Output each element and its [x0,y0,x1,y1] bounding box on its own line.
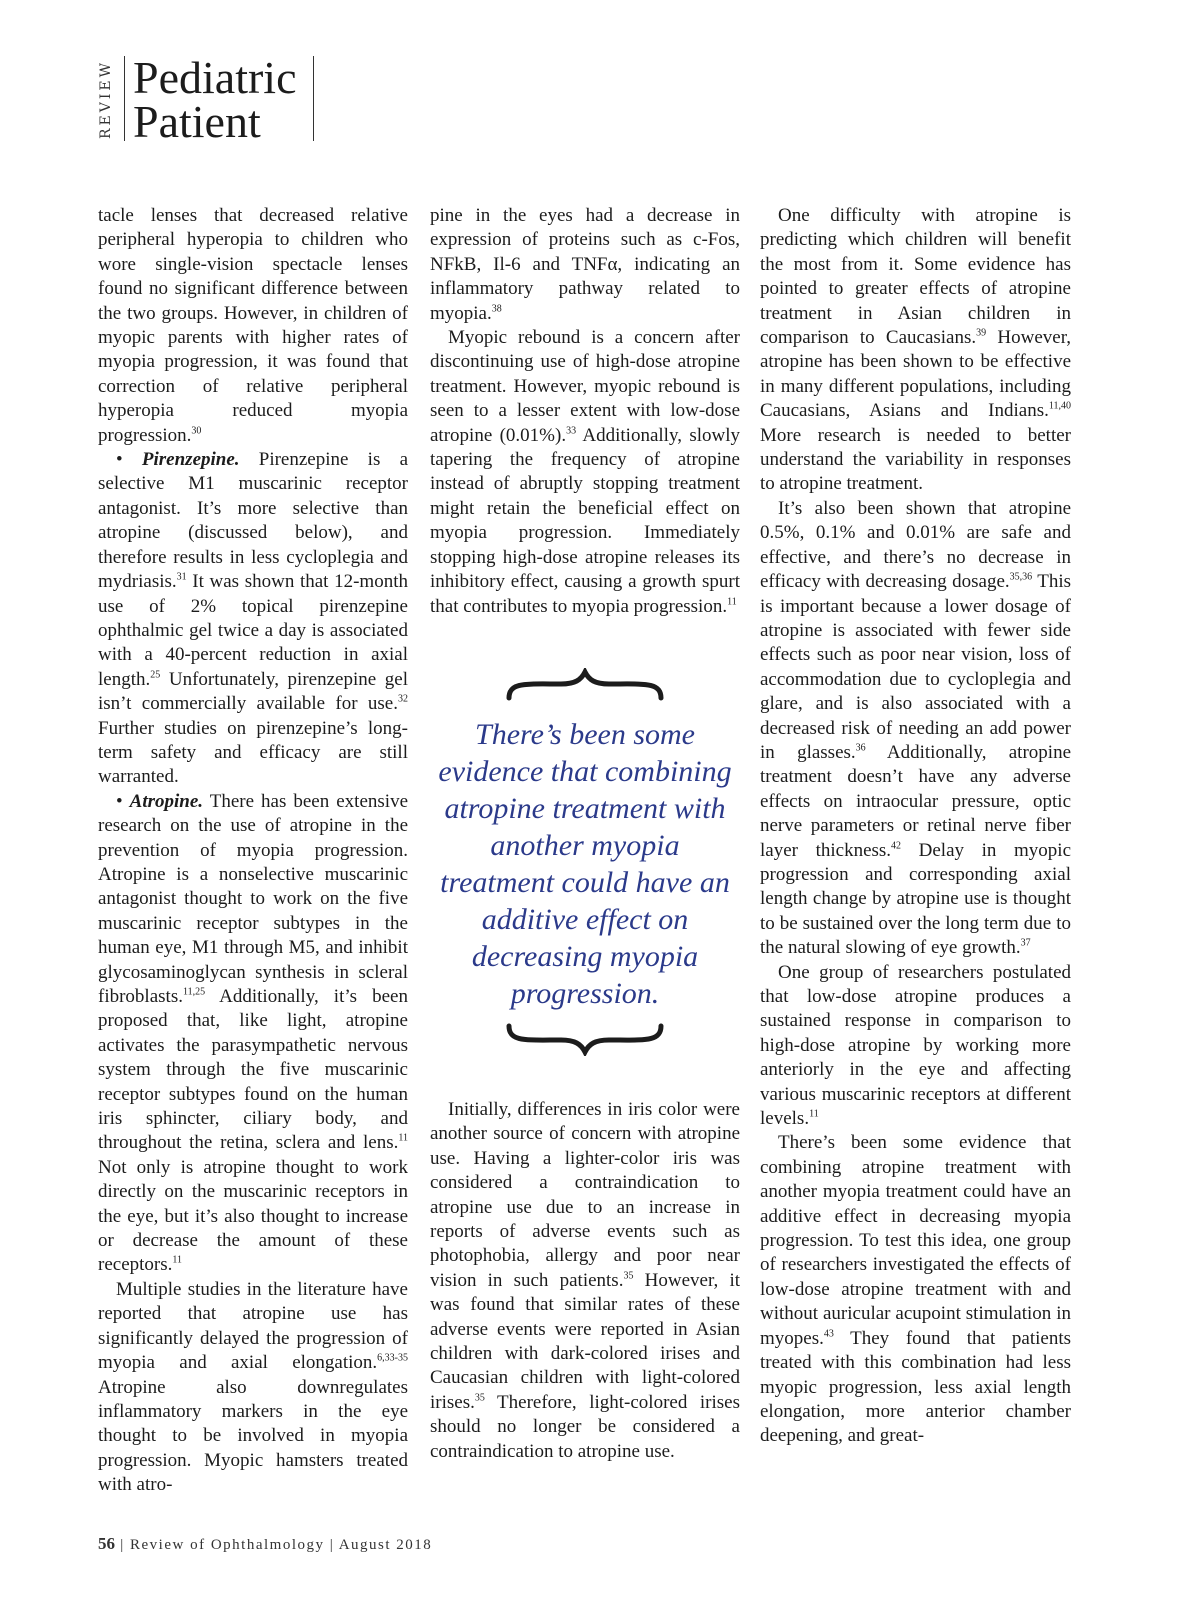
pull-quote [430,668,740,1056]
paragraph: It’s also been shown that atropine 0.5%, 0.1% and 0.01% are safe and effective, and there’s no decrease in efficacy with decreasing dosage.$^{35,36}$ This is important because a lower dosage of atropine is associated with fewer side effects such as poor near vision, loss of accommodation due to cycloplegia and glare, and is also associated with a decreased risk of needing an add power in glasses.$^{36}$ Additionally, atropine treatment doesn’t have any adverse effects on intraocular pressure, optic nerve parameters or retinal nerve fiber layer thickness.$^{42}$ Delay in myopic progression and corresponding axial length change by atropine use is thought to be sustained over the long term due to the natural slowing of eye growth.$^{37}$ [760,497,1072,959]
section-title [131,52,307,147]
paragraph: One group of researchers postulated that low-dose atropine produces a sustained response in comparison to high-dose atropine by working more anteriorly in the eye and affecting various muscarinic receptors at different levels.$^{11}$ [760,961,1071,1130]
section-title-line-1: Pediatric [133,52,297,103]
issue-date: August 2018 [338,1537,433,1553]
paragraph: Myopic rebound is a concern after discontinuing use of high-dose atropine treatment. However, myopic rebound is seen to a lesser extent with low-dose atropine (0.01%).$^{33}$ Additionally, slowly tapering the frequency of atropine instead of abruptly stopping treatment might retain the beneficial effect on myopia progression. Immediately stopping high-dose atropine releases its inhibitory effect, causing a growth spurt that contributes to myopia progression.$^{11}$ [430,327,740,617]
pull-quote-text: There’s been some evidence that combining atropine treatment with another myopia treatment could have an additive effect on decreasing myopia progression. [438,718,732,1010]
paragraph-pirenzepine: • Pirenzepine. Pirenzepine is a selective M1 muscarinic receptor antagonist. It’s more selective than atropine (discussed below), and therefore results in less cycloplegia and mydriasis.$^{31}$ It was shown that 12-month use of 2% topical pirenzepine ophthalmic gel twice a day is associated with a 40-percent reduction in axial length.$^{25}$ Unfortunately, pirenzepine gel isn’t commercially available for use.$^{32}$ Further studies on pirenzepine’s long-term safety and efficacy are still warranted. [98,449,409,788]
column-2-bottom [430,1098,740,1464]
paragraph: pine in the eyes had a decrease in expression of proteins such as c-Fos, NFkB, Il-6 and TNFα, indicating an inflammatory pathway related to myopia.$^{38}$ [430,205,740,324]
brace-bottom-icon [505,1022,665,1056]
page-number: 56 [98,1534,115,1553]
page-footer: 56 | Review of Ophthalmology | August 2018 [98,1534,433,1553]
paragraph: Multiple studies in the literature have reported that atropine use has significantly delayed the progression of myopia and axial elongation.$^{6,33-35}$ Atropine also downregulates inflammatory markers in the eye thought to be involved in myopia progression. Myopic hamsters treated with atro- [98,1278,408,1496]
section-title-line-2: Patient [133,96,261,147]
paragraph: There’s been some evidence that combining atropine treatment with another myopia treatment could have an additive effect in decreasing myopia progression. To test this idea, one group of researchers investigated the effects of low-dose atropine treatment with and without auricular acupoint stimulation in myopes.$^{43}$ They found that patients treated with this combination had less myopic progression, less axial length elongation, more anterior chamber deepening, and great- [760,1132,1071,1447]
header-divider-left [124,56,125,141]
brace-top-icon [505,668,665,702]
paragraph: Initially, differences in iris color were another source of concern with atropine use. Having a lighter-color iris was considered a contraindication to atropine use due to an increase in reports of adverse events such as photophobia, allergy and poor near vision in such patients.$^{35}$ However, it was found that similar rates of these adverse events were reported in Asian children with dark-colored irises and Caucasian children with light-colored irises.$^{35}$ Therefore, light-colored irises should no longer be considered a contraindication to atropine use. [430,1099,740,1462]
paragraph: One difficulty with atropine is predicting which children will benefit the most from it. Some evidence has pointed to greater effects of atropine treatment in Asian children in comparison to Caucasians.$^{39}$ However, atropine has been shown to be effective in many different populations, including Caucasians, Asians and Indians.$^{11,40}$ More research is needed to better understand the variability in responses to atropine treatment. [760,205,1072,495]
subhead-atropine: Atropine. [129,790,204,812]
column-2-top [430,204,740,619]
column-1 [98,204,408,1498]
paragraph-atropine: • Atropine. There has been extensive research on the use of atropine in the prevention of myopia progression. Atropine is a nonselective muscarinic antagonist thought to work on the five muscarinic receptor subtypes in the human eye, M1 through M5, and inhibit glycosaminoglycan synthesis in scleral fibroblasts.$^{11,25}$ Additionally, it’s been proposed that, like light, atropine activates the parasympathetic nervous system through the five muscarinic receptor subtypes found on the human iris sphincter, ciliary body, and throughout the retina, sclera and lens.$^{11}$ Not only is atropine thought to work directly on the muscarinic receptors in the eye, but it’s also thought to increase or decrease the amount of these receptors.$^{11}$ [98,790,408,1276]
subhead-pirenzepine: Pirenzepine. [141,449,240,471]
header-divider-right [313,56,314,141]
publication-name: Review of Ophthalmology [130,1537,325,1553]
section-tag: REVIEW [98,60,114,140]
column-3 [760,204,1071,1449]
page-header [98,52,320,147]
paragraph: tacle lenses that decreased relative peripheral hyperopia to children who wore single-vision spectacle lenses found no significant difference between the two groups. However, in children of myopic parents with higher rates of myopia progression, it was found that correction of relative peripheral hyperopia reduced myopia progression.$^{30}$ [98,205,408,446]
